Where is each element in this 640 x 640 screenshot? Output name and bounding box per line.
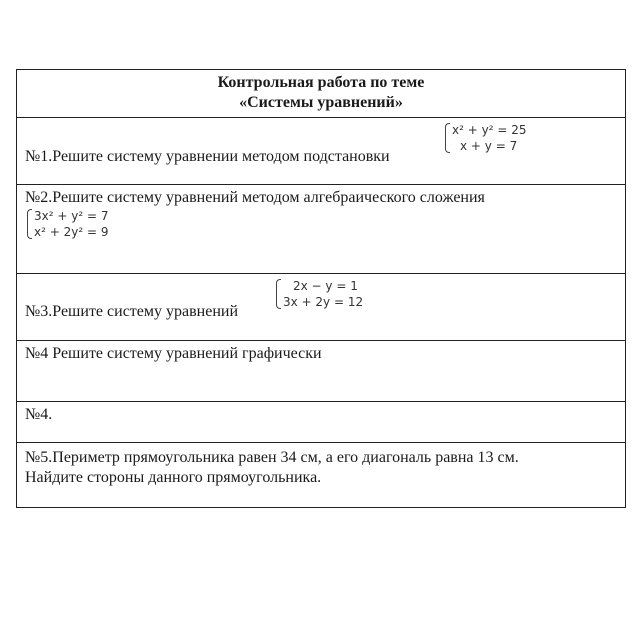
- task-4b-row: [17, 402, 626, 443]
- test-sheet: [16, 69, 626, 508]
- task-1-equation-2: x + y = 7: [460, 139, 518, 153]
- task-2-equation-1: 3x² + y² = 7: [34, 209, 109, 223]
- test-title-line1: Контрольная работа по теме: [217, 74, 425, 91]
- task-1-row: [17, 118, 626, 185]
- task-4-text: №4 Решите систему уравнений графически: [25, 345, 322, 362]
- task-1-text: №1.Решите систему уравнении методом подстановки: [25, 148, 390, 165]
- task-2-equation-system: [27, 208, 108, 240]
- task-2-cell: [17, 185, 626, 274]
- brace-icon: [27, 209, 32, 239]
- task-1-equation-system: [445, 122, 526, 154]
- task-1-cell: [17, 118, 626, 185]
- task-2-equation-2: x² + 2y² = 9: [34, 225, 109, 239]
- brace-icon: [445, 123, 450, 153]
- task-5-text-line1: №5.Периметр прямоугольника равен 34 см, а его диагональ равна 13 см.: [25, 449, 519, 466]
- task-3-row: [17, 274, 626, 341]
- test-table: [16, 69, 626, 508]
- test-title-line2: «Системы уравнений»: [239, 94, 403, 111]
- task-3-equation-1: 2x − y = 1: [293, 279, 358, 293]
- task-2-text: №2.Решите систему уравнений методом алгебраического сложения: [25, 189, 485, 206]
- task-3-equation-2: 3x + 2y = 12: [283, 295, 364, 309]
- task-4b-cell: [17, 402, 626, 443]
- task-3-text: №3.Решите систему уравнений: [25, 303, 239, 320]
- task-5-row: [17, 443, 626, 508]
- task-3-equation-system: [276, 278, 363, 310]
- task-2-row: [17, 185, 626, 274]
- task-1-equation-1: x² + y² = 25: [452, 123, 527, 137]
- title-cell: [17, 70, 626, 118]
- task-5-text-line2: Найдите стороны данного прямоугольника.: [25, 469, 322, 486]
- brace-icon: [276, 279, 281, 309]
- task-5-cell: [17, 443, 626, 508]
- task-4b-text: №4.: [25, 406, 53, 423]
- task-3-cell: [17, 274, 626, 341]
- title-row: [17, 70, 626, 118]
- task-4-cell: [17, 341, 626, 402]
- task-4-row: [17, 341, 626, 402]
